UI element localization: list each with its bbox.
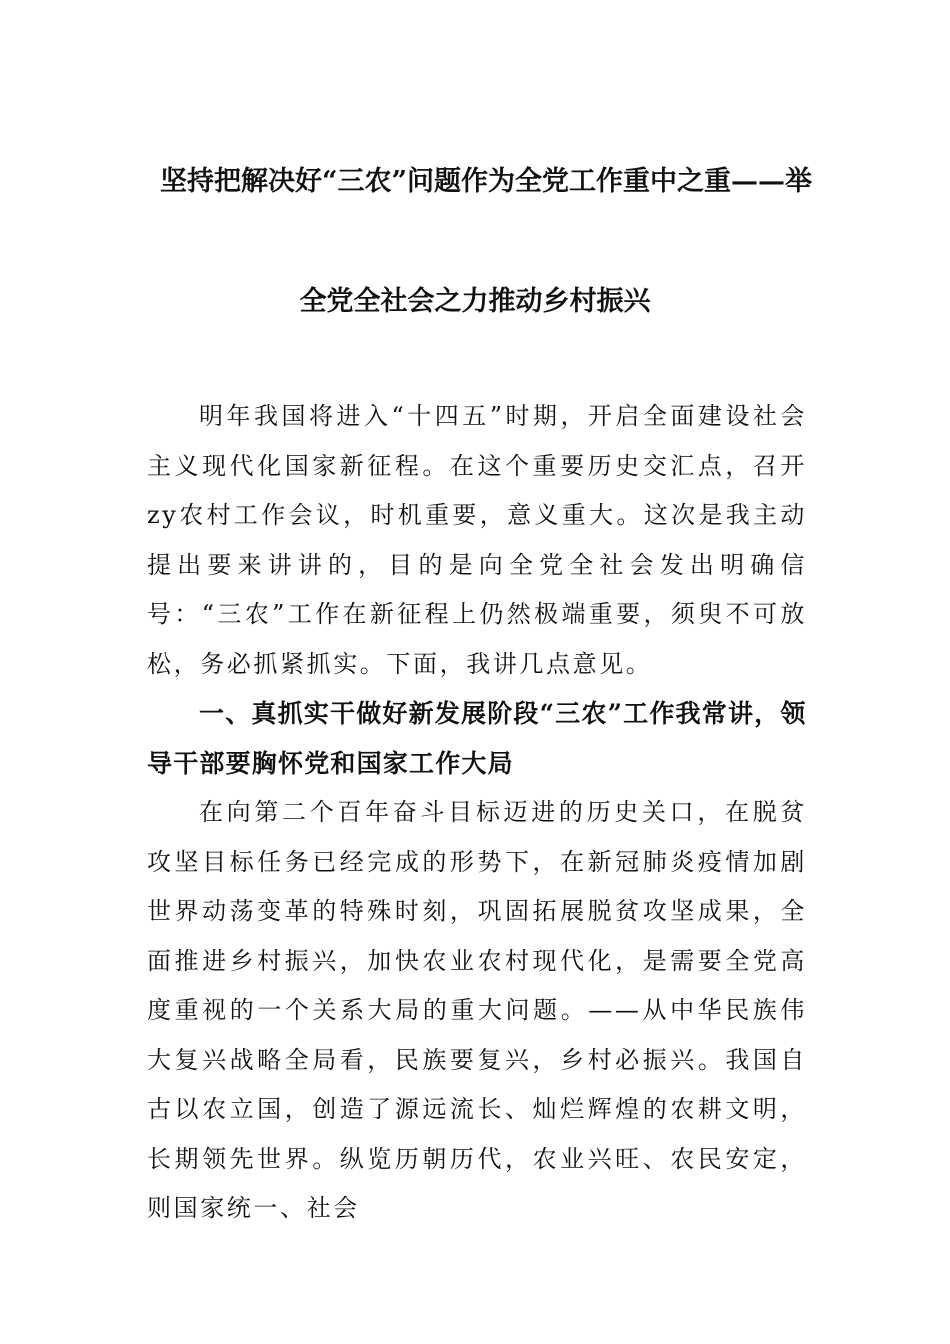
document-title-line-2: 全党全社会之力推动乡村振兴 (299, 286, 651, 317)
section-heading-1: 一、真抓实干做好新发展阶段“三农”工作我常讲，领导干部要胸怀党和国家工作大局 (147, 699, 807, 778)
paragraph-section-1: 在向第二个百年奋斗目标迈进的历史关口，在脱贫攻坚目标任务已经完成的形势下，在新冠肺炎疫情加剧世界动荡变革的特殊时刻，巩固拓展脱贫攻坚成果，全面推进乡村振兴，加快农业农村现代化，是需要全党高度重视的一个关系大局的重大问题。——从中华民族伟大复兴战略全局看，民族要复兴，乡村必振兴。我国自古以农立国，创造了源远流长、灿烂辉煌的农耕文明，长期领先世界。纵览历朝历代，农业兴旺、农民安定，则国家统一、社会 (147, 798, 807, 1222)
paragraph-intro: 明年我国将进入“十四五”时期，开启全面建设社会主义现代化国家新征程。在这个重要历史交汇点，召开zy农村工作会议，时机重要，意义重大。这次是我主动提出要来讲讲的，目的是向全党全社会发出明确信号：“三农”工作在新征程上仍然极端重要，须臾不可放松，务必抓紧抓实。下面，我讲几点意见。 (147, 402, 807, 678)
document-body (147, 392, 807, 1234)
document-title-line-1: 坚持把解决好“三农”问题作为全党工作重中之重——举 (160, 166, 813, 197)
